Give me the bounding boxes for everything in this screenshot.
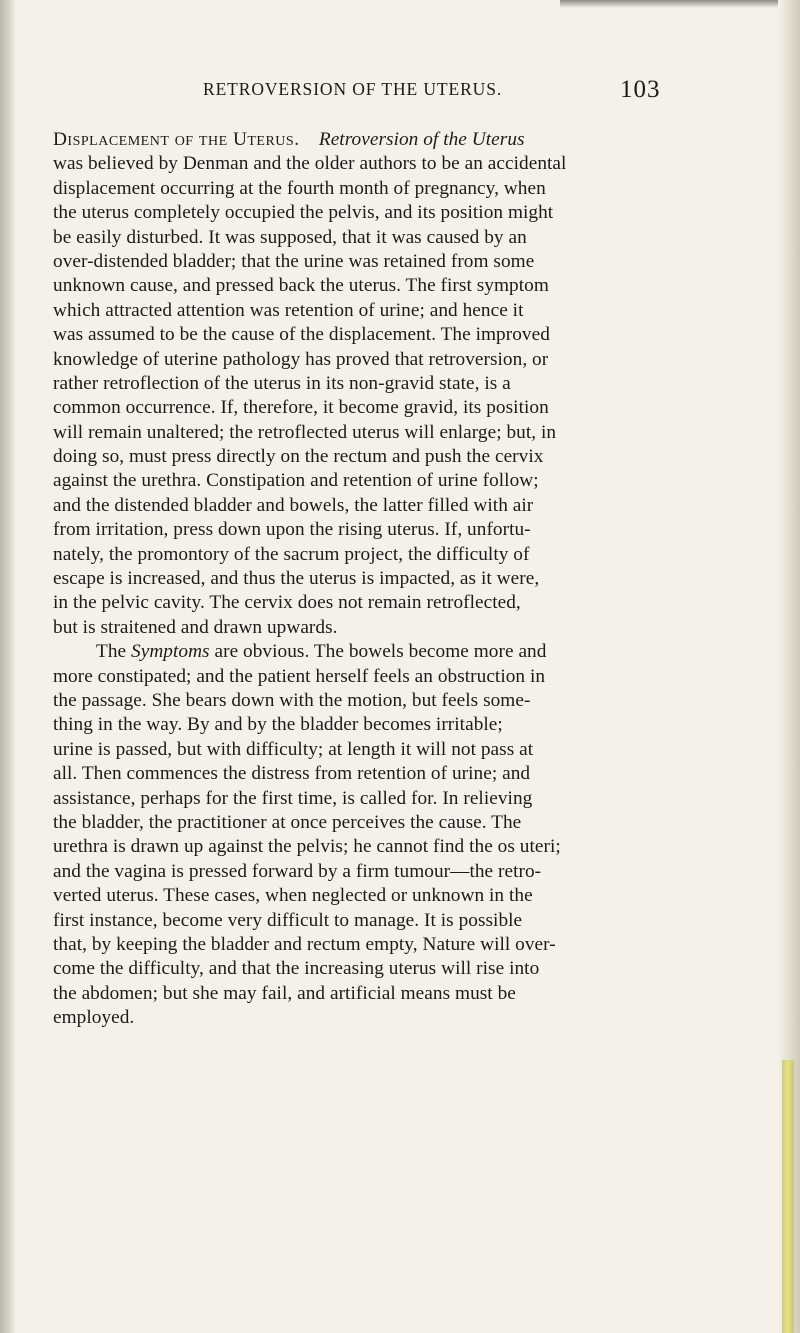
page-right-edge-marker [782, 1060, 794, 1333]
text-run: in the pelvic cavity. The cervix does not remain retroflected, [53, 592, 521, 614]
text-run: was assumed to be the cause of the displacement. The improved [53, 324, 550, 346]
text-line [53, 494, 743, 518]
text-line [53, 567, 743, 591]
text-run: thing in the way. By and by the bladder becomes irritable; [53, 714, 503, 736]
text-run: knowledge of uterine pathology has proved that retroversion, or [53, 348, 549, 370]
text-line [53, 982, 743, 1006]
text-line [53, 274, 743, 298]
text-run: the bladder, the practitioner at once perceives the cause. The [53, 811, 522, 833]
text-run: assistance, perhaps for the first time, is called for. In relieving [53, 787, 533, 809]
text-run: The [96, 641, 127, 663]
text-line [53, 445, 743, 469]
text-line [53, 1006, 743, 1030]
text-line [53, 713, 743, 737]
text-line [53, 543, 743, 567]
text-run: nately, the promontory of the sacrum project, the difficulty of [53, 543, 530, 565]
page-top-shadow [560, 0, 800, 8]
text-line [53, 933, 743, 957]
text-line [53, 787, 743, 811]
text-run: all. Then commences the distress from retention of urine; and [53, 763, 531, 785]
text-line [53, 128, 743, 152]
text-line [53, 152, 743, 176]
text-line [53, 177, 743, 201]
text-run: and the vagina is pressed forward by a firm tumour—the retro- [53, 860, 542, 882]
text-line [53, 616, 743, 640]
text-line [53, 762, 743, 786]
text-run: doing so, must press directly on the rectum and push the cervix [53, 446, 544, 468]
text-run: come the difficulty, and that the increasing uterus will rise into [53, 958, 540, 980]
text-line [53, 738, 743, 762]
text-run: was believed by Denman and the older authors to be an accidental [53, 153, 567, 175]
text-line [53, 348, 743, 372]
text-run: that, by keeping the bladder and rectum empty, Nature will over- [53, 933, 556, 955]
text-run: against the urethra. Constipation and retention of urine follow; [53, 470, 539, 492]
text-line [53, 811, 743, 835]
text-line [53, 689, 743, 713]
text-run: but is straitened and drawn upwards. [53, 616, 338, 638]
text-run: will remain unaltered; the retroflected uterus will enlarge; but, in [53, 421, 557, 443]
text-run: employed. [53, 1007, 135, 1029]
page-number: 103 [620, 76, 661, 103]
running-head: RETROVERSION OF THE UTERUS. [203, 79, 503, 99]
text-line [53, 835, 743, 859]
body-text [53, 128, 743, 1030]
text-line [53, 299, 743, 323]
text-line [53, 469, 743, 493]
italic-term: Symptoms [131, 641, 210, 663]
text-line [53, 372, 743, 396]
text-run: rather retroflection of the uterus in its non-gravid state, is a [53, 372, 511, 394]
text-run: first instance, become very difficult to manage. It is possible [53, 909, 523, 931]
text-run: urethra is drawn up against the pelvis; he cannot find the os uteri; [53, 836, 561, 858]
text-line [53, 323, 743, 347]
text-line [53, 909, 743, 933]
text-run: the passage. She bears down with the motion, but feels some- [53, 689, 531, 711]
text-line [53, 860, 743, 884]
text-run: be easily disturbed. It was supposed, that it was caused by an [53, 226, 527, 248]
text-run: over-distended bladder; that the urine was retained from some [53, 250, 535, 272]
text-line [53, 518, 743, 542]
text-line [53, 665, 743, 689]
text-run: verted uterus. These cases, when neglected or unknown in the [53, 885, 533, 907]
text-line [53, 396, 743, 420]
text-run: the abdomen; but she may fail, and artificial means must be [53, 982, 516, 1004]
section-lead: Displacement of the Uterus. [53, 129, 300, 150]
text-run: unknown cause, and pressed back the uterus. The first symptom [53, 275, 549, 297]
text-run: more constipated; and the patient herself feels an obstruction in [53, 665, 546, 687]
text-run: which attracted attention was retention of urine; and hence it [53, 299, 524, 321]
text-line [53, 640, 743, 664]
text-line [53, 421, 743, 445]
text-line [53, 591, 743, 615]
text-line [53, 226, 743, 250]
italic-term: Retroversion of the Uterus [318, 129, 525, 150]
text-run: urine is passed, but with difficulty; at length it will not pass at [53, 738, 534, 760]
text-line [53, 201, 743, 225]
text-run: escape is increased, and thus the uterus is impacted, as it were, [53, 568, 540, 590]
text-run: common occurrence. If, therefore, it become gravid, its position [53, 397, 549, 419]
text-run: and the distended bladder and bowels, the latter filled with air [53, 494, 534, 516]
text-line [53, 250, 743, 274]
text-run: the uterus completely occupied the pelvis, and its position might [53, 202, 554, 224]
text-run: displacement occurring at the fourth month of pregnancy, when [53, 177, 546, 199]
text-run: from irritation, press down upon the rising uterus. If, unfortu- [53, 519, 531, 541]
text-line [53, 957, 743, 981]
page-left-edge-shadow [0, 0, 16, 1333]
text-run: are obvious. The bowels become more and [214, 641, 547, 663]
text-line [53, 884, 743, 908]
